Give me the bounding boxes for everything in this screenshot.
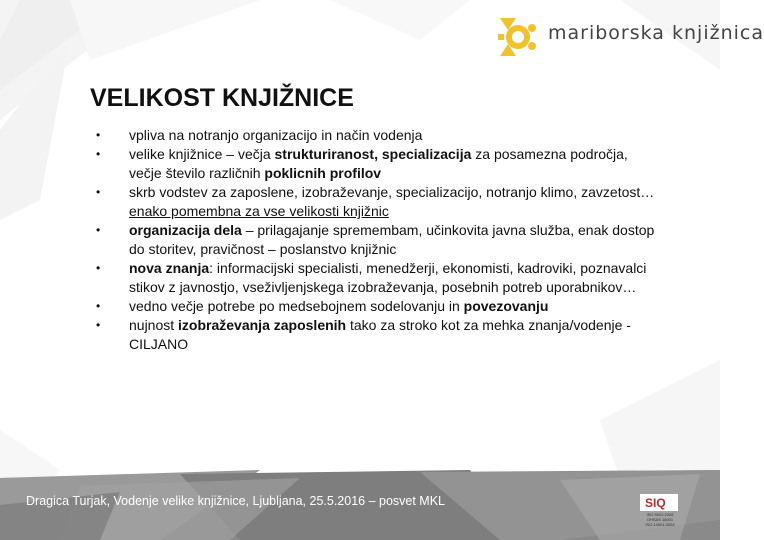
certification-line: ISO 14001:2004: [645, 522, 675, 527]
bullet-emphasis: poklicnih profilov: [264, 165, 382, 181]
bullet-text: nujnost: [129, 317, 179, 333]
bullet-text: tako za stroko kot za mehka znanja/vodenje - CILJANO: [129, 317, 631, 352]
bullet-emphasis: povezovanju: [463, 298, 549, 314]
bullet-text: – prilagajanje spremembam, učinkovita javna služba, enak dostop do storitev, pravičnost – poslanstvo knjižnic: [129, 222, 655, 257]
bullet-text: : informacijski specialisti, menedžerji, ekonomisti, kadroviki, poznavalci stikov z javnostjo, vseživljenjskega izobraževanja, posebnih potreb uporabnikov…: [129, 260, 647, 295]
bullet-text: skrb vodstev za zaposlene, izobraževanje, specializacijo, notranjo klimo, zavzetost…: [129, 184, 655, 200]
bullet-text: vpliva na notranjo organizacijo in način vodenja: [129, 127, 423, 143]
slide-footer: Dragica Turjak, Vodenje velike knjižnice, Ljubljana, 25.5.2016 – posvet MKL: [26, 494, 446, 508]
certification-line: OHSAS 18001: [646, 517, 674, 522]
bullet-list: [96, 126, 656, 354]
certification-line: ISO 9001:2008: [646, 512, 674, 517]
bullet-item: [96, 183, 656, 221]
bullet-text: vedno večje potrebe po medsebojnem sodelovanju in: [129, 298, 464, 314]
bullet-item: [96, 145, 656, 183]
certification-label: SIQ: [645, 496, 666, 510]
bullet-text: enako pomembna za vse velikosti knjižnic: [129, 203, 389, 219]
bullet-item: [96, 259, 656, 297]
slide-title: VELIKOST KNJIŽNICE: [90, 84, 354, 112]
library-logo-text: mariborska knjižnica: [548, 22, 764, 44]
bullet-item: [96, 316, 656, 354]
bullet-text: velike knjižnice – večja: [129, 146, 275, 162]
bullet-item: [96, 221, 656, 259]
bullet-emphasis: nova znanja: [129, 260, 210, 276]
bullet-item: [96, 297, 656, 316]
bullet-text: za posamezna področja, večje število različnih: [129, 146, 628, 181]
bullet-emphasis: organizacija dela: [129, 222, 242, 238]
certification-text: [640, 512, 680, 527]
bullet-item: [96, 126, 656, 145]
bullet-emphasis: strukturiranost, specializacija: [274, 146, 472, 162]
bullet-emphasis: izobraževanja zaposlenih: [178, 317, 347, 333]
